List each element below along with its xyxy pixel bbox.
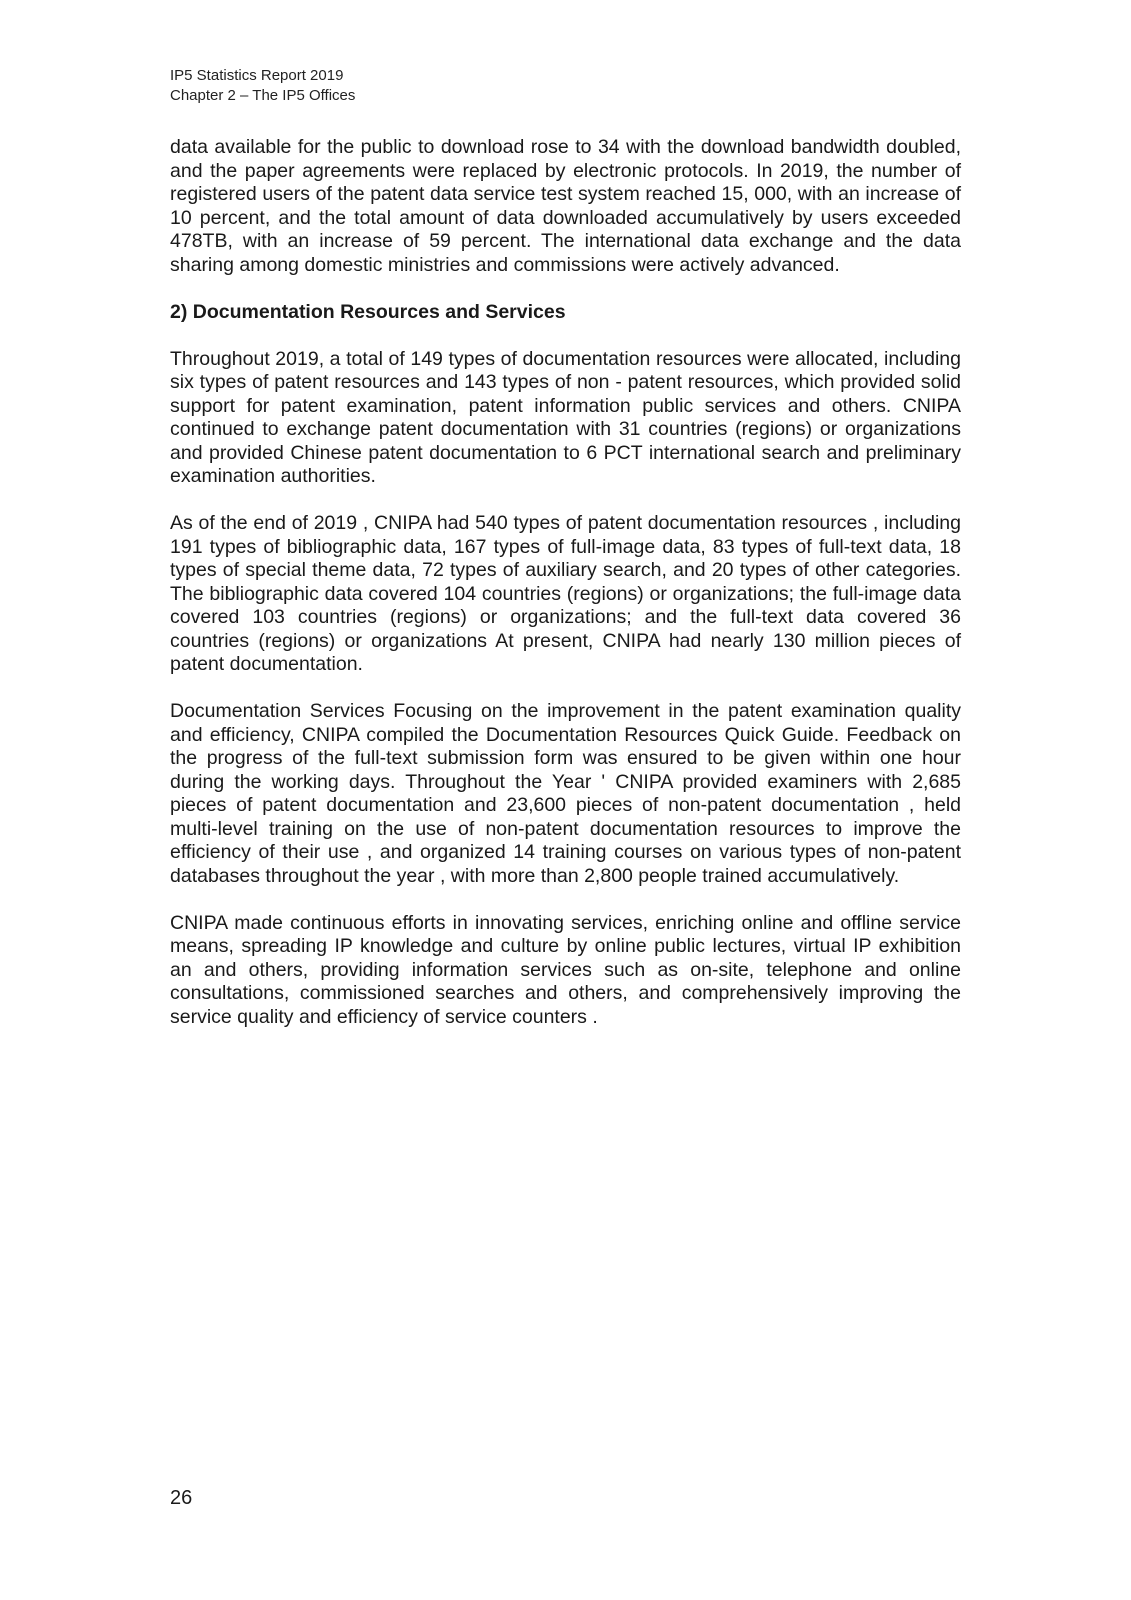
report-title: IP5 Statistics Report 2019 xyxy=(170,67,344,84)
section-heading: 2) Documentation Resources and Services xyxy=(170,300,566,323)
paragraph-service-innovation: CNIPA made continuous efforts in innovating services, enriching online and offline service means, spreading IP knowledge and culture by online public lectures, virtual IP exhibition an and others, providing information services such as on-site, telephone and online consultations, commissioned searches and others, and comprehensively improving the service quality and efficiency of service counters . xyxy=(170,911,961,1028)
body-text xyxy=(170,136,961,1053)
intro-paragraph: data available for the public to download rose to 34 with the download bandwidth doubled, and the paper agreements were replaced by electronic protocols. In 2019, the number of registered users of the patent data service test system reached 15, 000, with an increase of 10 percent, and the total amount of data downloaded accumulatively by users exceeded 478TB, with an increase of 59 percent. The international data exchange and the data sharing among domestic ministries and commissions were actively advanced. xyxy=(170,136,961,276)
paragraph-documentation-allocation: Throughout 2019, a total of 149 types of documentation resources were allocated, including six types of patent resources and 143 types of non - patent resources, which provided solid support for patent examination, patent information public services and others. CNIPA continued to exchange patent documentation with 31 countries (regions) or organizations and provided Chinese patent documentation to 6 PCT international search and preliminary examination authorities. xyxy=(170,347,961,487)
page-number: 26 xyxy=(170,1487,193,1509)
running-header xyxy=(170,66,570,106)
chapter-title: Chapter 2 – The IP5 Offices xyxy=(170,87,356,104)
paragraph-documentation-services: Documentation Services Focusing on the improvement in the patent examination quality and efficiency, CNIPA compiled the Documentation Resources Quick Guide. Feedback on the progress of the full-text submission form was ensured to be given within one hour during the working days. Throughout the Year ' CNIPA provided examiners with 2,685 pieces of patent documentation and 23,600 pieces of non-patent documentation , held multi-level training on the use of non-patent documentation resources to improve the efficiency of their use , and organized 14 training courses on various types of non-patent databases throughout the year , with more than 2,800 people trained accumulatively. xyxy=(170,700,961,887)
paragraph-documentation-resources: As of the end of 2019 , CNIPA had 540 types of patent documentation resources , including 191 types of bibliographic data, 167 types of full-image data, 83 types of full-text data, 18 types of special theme data, 72 types of auxiliary search, and 20 types of other categories. The bibliographic data covered 104 countries (regions) or organizations; the full-image data covered 103 countries (regions) or organizations; and the full-text data covered 36 countries (regions) or organizations At present, CNIPA had nearly 130 million pieces of patent documentation. xyxy=(170,512,961,675)
